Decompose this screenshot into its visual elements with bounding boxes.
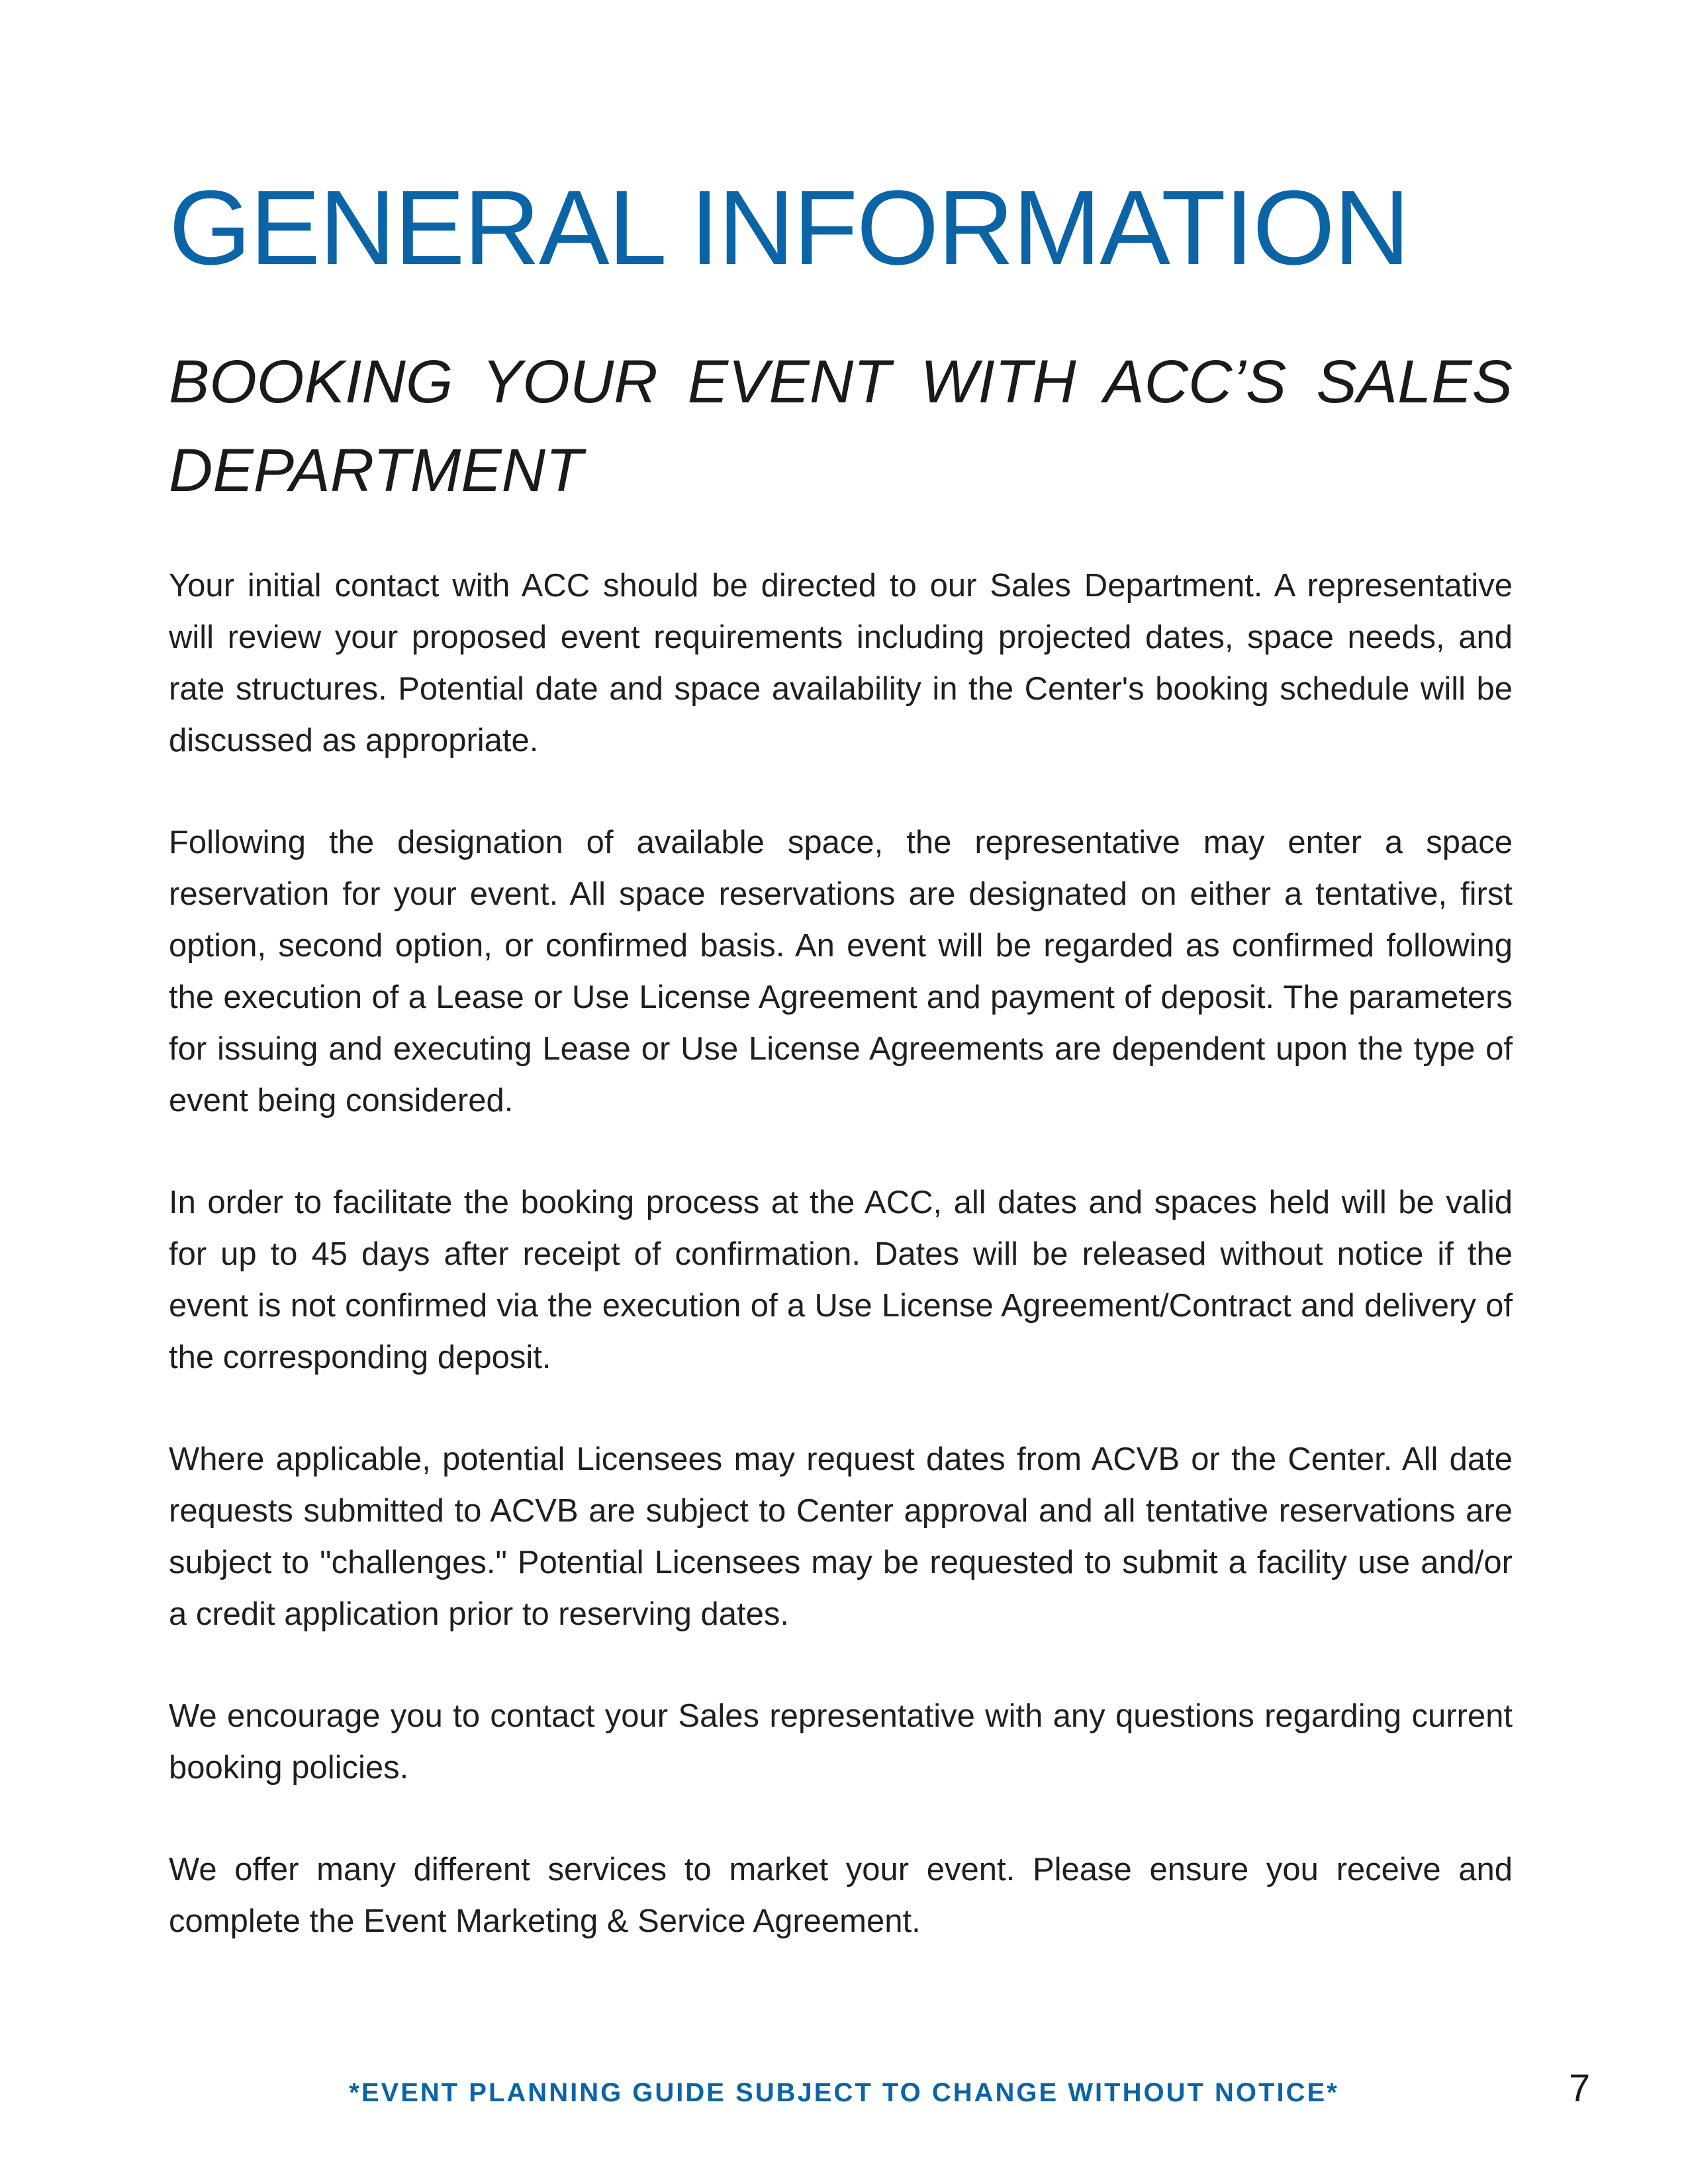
page-number: 7 bbox=[1569, 2067, 1591, 2110]
paragraph: We offer many different services to market your event. Please ensure you receive and complete the Event Marketing & Service Agreement. bbox=[169, 1852, 1513, 1939]
section-heading: BOOKING YOUR EVENT WITH ACC’S SALES DEPARTMENT bbox=[169, 348, 1513, 504]
footer-note: *EVENT PLANNING GUIDE SUBJECT TO CHANGE WITHOUT NOTICE* bbox=[349, 2078, 1339, 2107]
paragraph: Following the designation of available space, the representative may enter a space reservation for your event. All space reservations are designated on either a tentative, first option, second option, or confirmed basis. An event will be regarded as confirmed following the execution of a Lease or Use License Agreement and payment of deposit. The parameters for issuing and executing Lease or Use License Agreements are dependent upon the type of event being considered. bbox=[169, 825, 1513, 1118]
paragraph: Your initial contact with ACC should be directed to our Sales Department. A representative will review your proposed event requirements including projected dates, space needs, and rate structures. Potential date and space availability in the Center's booking schedule will be discussed as appropriate. bbox=[169, 568, 1513, 758]
paragraph: We encourage you to contact your Sales representative with any questions regarding current booking policies. bbox=[169, 1698, 1513, 1786]
body-text bbox=[169, 560, 1513, 1997]
page-title: GENERAL INFORMATION bbox=[169, 168, 1409, 287]
paragraph: In order to facilitate the booking process at the ACC, all dates and spaces held will be valid for up to 45 days after receipt of confirmation. Dates will be released without notice if the event is not confirmed via the execution of a Use License Agreement/Contract and delivery of the corresponding deposit. bbox=[169, 1185, 1513, 1375]
paragraph: Where applicable, potential Licensees may request dates from ACVB or the Center. All date requests submitted to ACVB are subject to Center approval and all tentative reservations are subject to "challenges." Potential Licensees may be requested to submit a facility use and/or a credit application prior to reserving dates. bbox=[169, 1441, 1513, 1632]
